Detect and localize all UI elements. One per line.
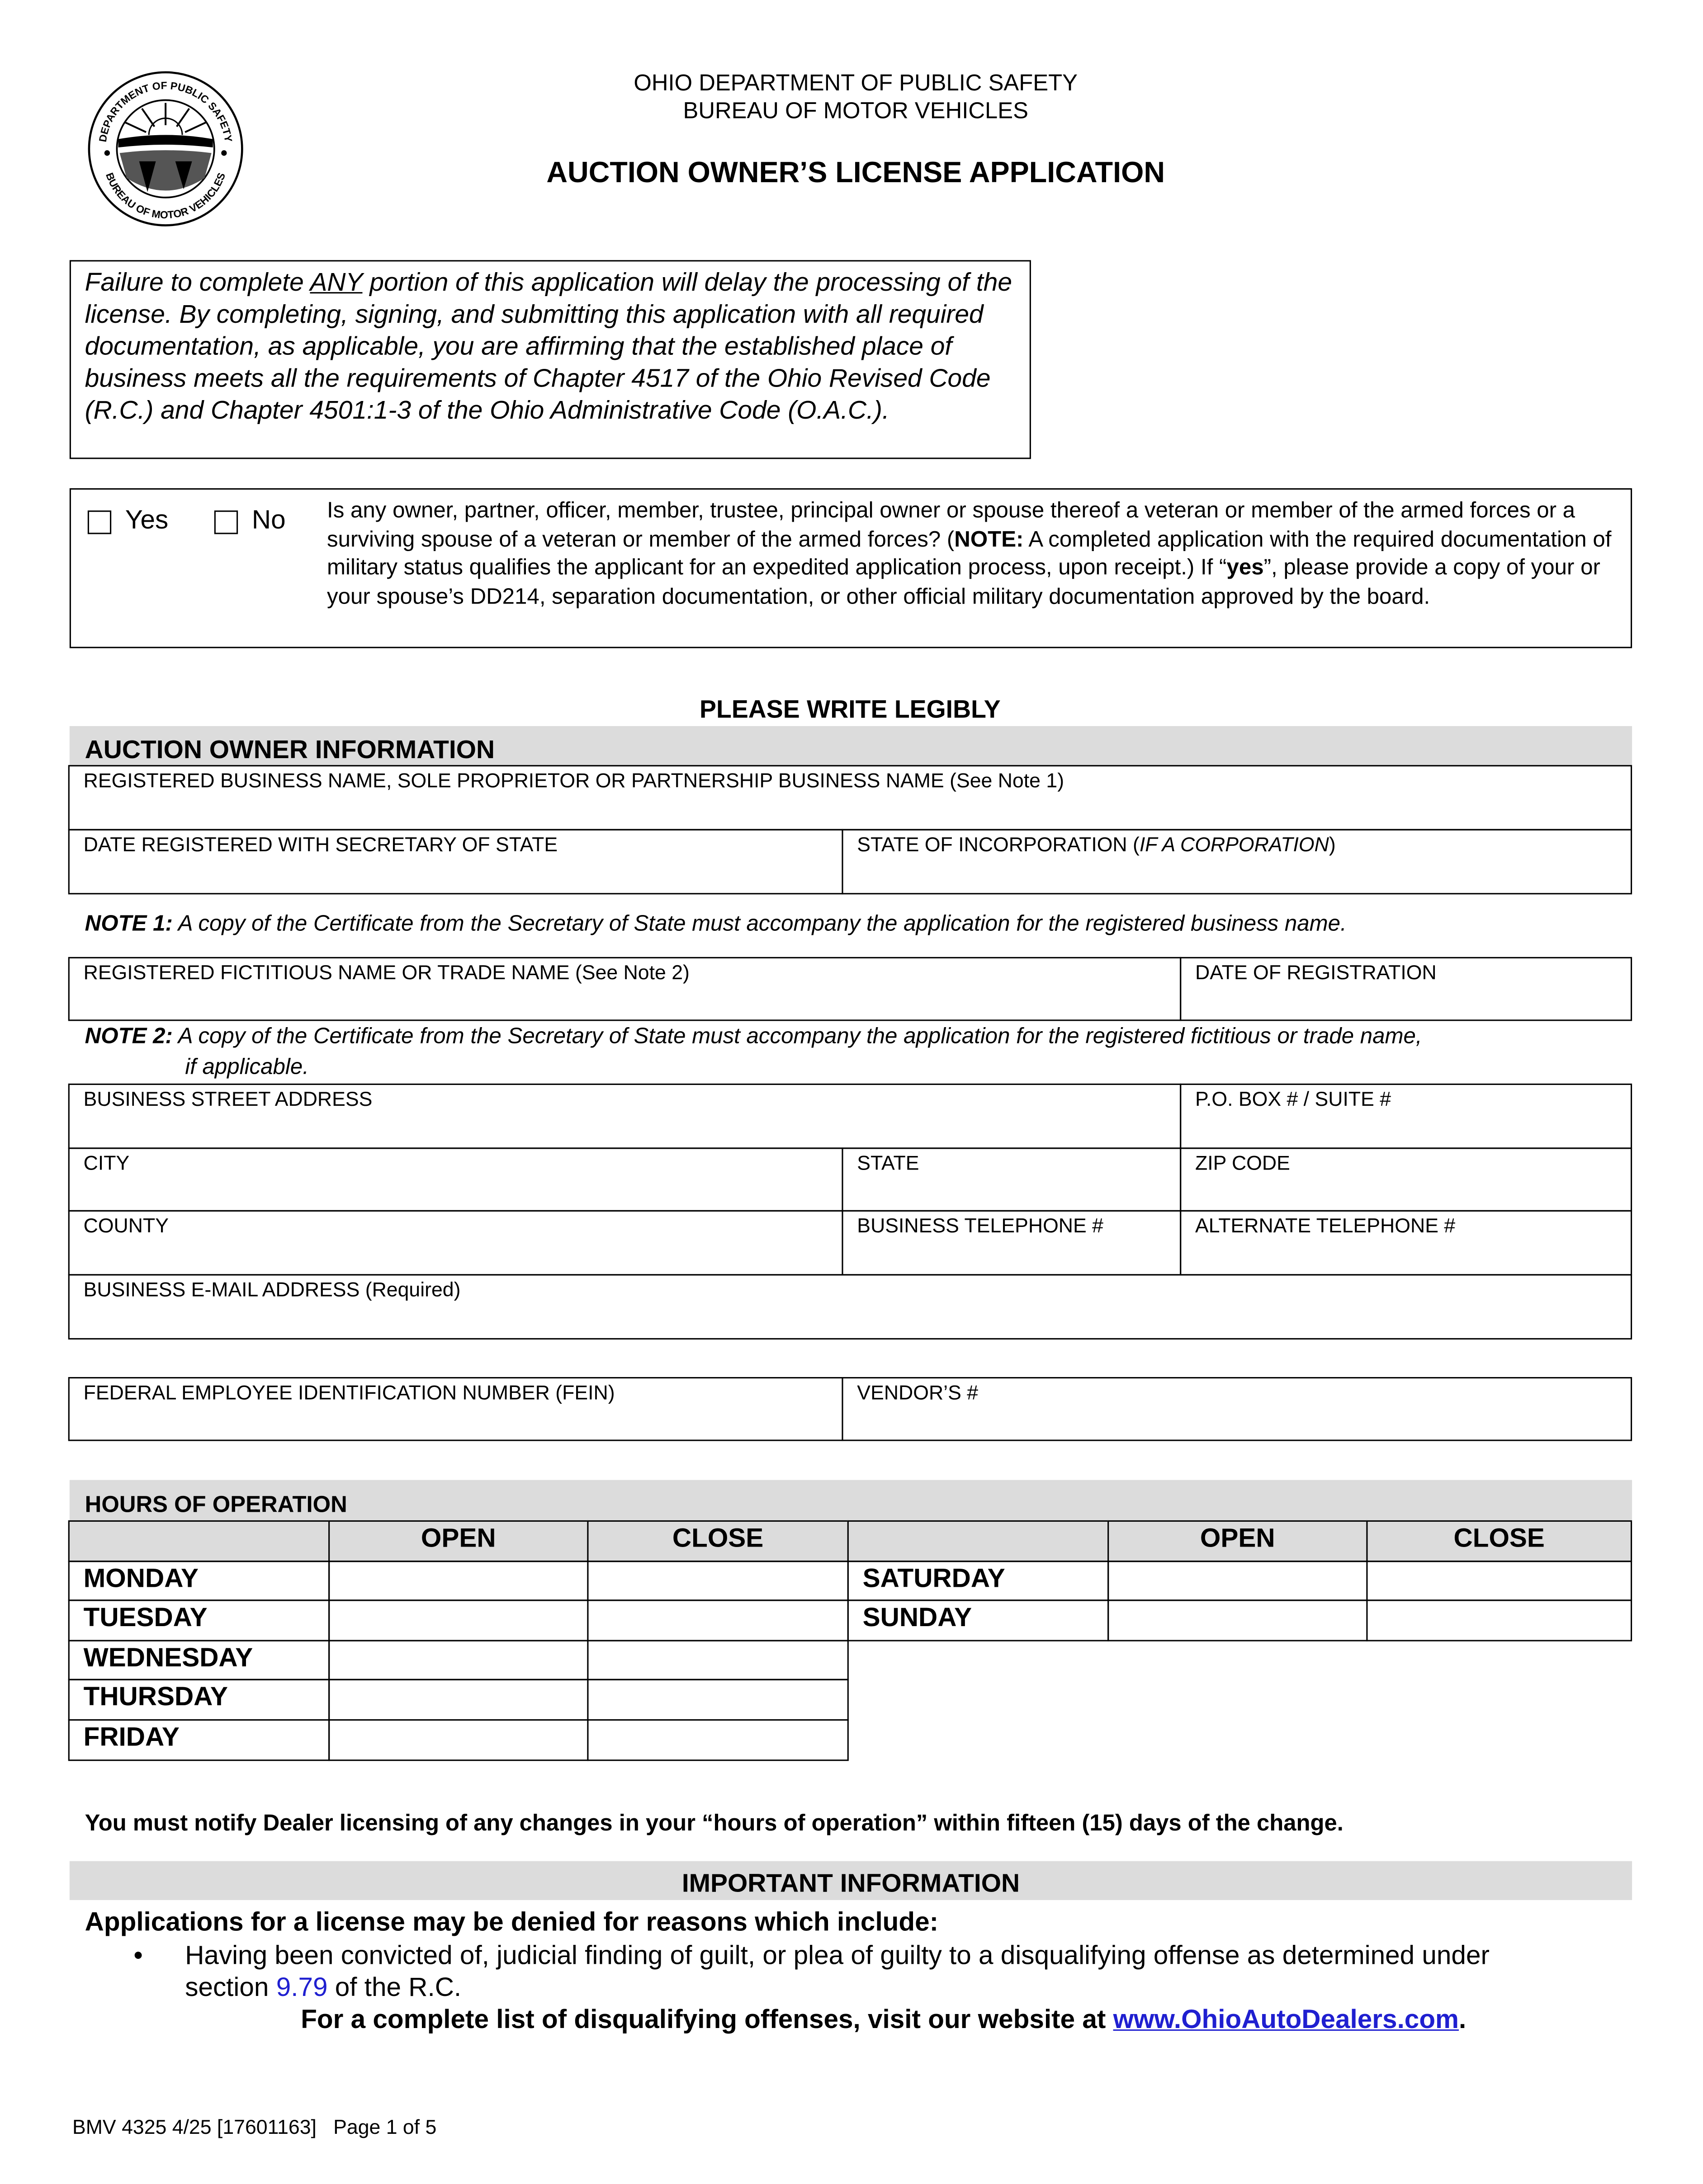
website-link[interactable]: www.OhioAutoDealers.com [1113,2005,1459,2035]
business-email-field[interactable]: BUSINESS E-MAIL ADDRESS (Required) [68,1274,1632,1340]
day-label-sunday: SUNDAY [847,1600,1109,1641]
vendor-number-field[interactable]: VENDOR’S # [842,1377,1632,1441]
saturday-open-field[interactable] [1107,1560,1367,1601]
write-legibly-heading: PLEASE WRITE LEGIBLY [700,695,1001,723]
city-field[interactable]: CITY [68,1147,843,1212]
note-1: NOTE 1: A copy of the Certificate from the Secretary of State must accompany the application for the registered business name. [85,912,1347,936]
svg-text:BUREAU OF MOTOR VEHICLES: BUREAU OF MOTOR VEHICLES [104,171,228,221]
friday-open-field[interactable] [328,1719,588,1760]
hours-heading: HOURS OF OPERATION [85,1492,347,1518]
fein-field[interactable]: FEDERAL EMPLOYEE IDENTIFICATION NUMBER (FEIN) [68,1377,843,1441]
wednesday-close-field[interactable] [587,1640,848,1681]
day-label-saturday: SATURDAY [847,1560,1109,1601]
day-label-monday: MONDAY [68,1560,330,1601]
header-blank [847,1520,1109,1561]
day-label-tuesday: TUESDAY [68,1600,330,1641]
website-line: For a complete list of disqualifying offenses, visit our website at www.OhioAutoDealers.com. [301,2005,1466,2035]
page-title: AUCTION OWNER’S LICENSE APPLICATION [546,157,1165,189]
bullet-text: Having been convicted of, judicial finding of guilt, or plea of guilty to a disqualifying offense as determined under [185,1942,1490,1971]
saturday-close-field[interactable] [1366,1560,1632,1601]
page-number: Page 1 of 5 [333,2117,437,2140]
header-close: CLOSE [1366,1520,1632,1561]
bullet-text-continued: section 9.79 of the R.C. [185,1973,462,2003]
thursday-close-field[interactable] [587,1679,848,1721]
county-field[interactable]: COUNTY [68,1210,843,1276]
bullet-icon: • [133,1942,143,1971]
section-9-79-link[interactable]: 9.79 [276,1973,328,2003]
agency-name: OHIO DEPARTMENT OF PUBLIC SAFETY [634,71,1078,96]
form-number: BMV 4325 4/25 [17601163] Page 1 of 5 [72,2117,437,2140]
monday-open-field[interactable] [328,1560,588,1601]
state-field[interactable]: STATE [842,1147,1181,1212]
thursday-open-field[interactable] [328,1679,588,1721]
hours-change-notice: You must notify Dealer licensing of any changes in your “hours of operation” within fifteen (15) days of the change. [85,1811,1343,1836]
header-open: OPEN [328,1520,588,1561]
veteran-yes-checkbox[interactable] [88,510,111,534]
note-2: NOTE 2: A copy of the Certificate from the Secretary of State must accompany the application for the registered fictitious or trade name, [85,1025,1422,1049]
date-registered-field[interactable]: DATE REGISTERED WITH SECRETARY OF STATE [68,829,843,895]
denial-reasons-lead: Applications for a license may be denied for reasons which include: [85,1908,939,1938]
day-label-friday: FRIDAY [68,1719,330,1760]
no-label: No [251,506,286,536]
bureau-name: BUREAU OF MOTOR VEHICLES [683,99,1028,124]
owner-info-heading: AUCTION OWNER INFORMATION [85,734,495,764]
svg-text:DEPARTMENT OF PUBLIC SAFETY: DEPARTMENT OF PUBLIC SAFETY [96,79,235,143]
header-close: CLOSE [587,1520,848,1561]
wednesday-open-field[interactable] [328,1640,588,1681]
veteran-question-box [70,488,1632,648]
monday-close-field[interactable] [587,1560,848,1601]
tuesday-close-field[interactable] [587,1600,848,1641]
veteran-question-text: Is any owner, partner, officer, member, trustee, principal owner or spouse thereof a veteran or member of the armed forces or a surviving spouse of a veteran or member of the armed forces? (NOTE: A completed application with the required documentation of military status qualifies the applicant for an expedited application process, upon receipt.) If “yes”, please provide a copy of your or your spouse’s DD214, separation documentation, or other official military documentation approved by the board. [327,499,1612,609]
sunday-close-field[interactable] [1366,1600,1632,1641]
fictitious-name-field[interactable]: REGISTERED FICTITIOUS NAME OR TRADE NAME (See Note 2) [68,957,1181,1021]
day-label-wednesday: WEDNESDAY [68,1640,330,1681]
sunday-open-field[interactable] [1107,1600,1367,1641]
street-address-field[interactable]: BUSINESS STREET ADDRESS [68,1084,1181,1149]
day-label-thursday: THURSDAY [68,1679,330,1721]
header-blank [68,1520,330,1561]
header-open: OPEN [1107,1520,1367,1561]
business-name-field[interactable]: REGISTERED BUSINESS NAME, SOLE PROPRIETOR OR PARTNERSHIP BUSINESS NAME (See Note 1) [68,765,1632,830]
veteran-no-checkbox[interactable] [214,510,238,534]
note-2-continued: if applicable. [185,1056,309,1080]
important-heading: IMPORTANT INFORMATION [681,1868,1020,1897]
tuesday-open-field[interactable] [328,1600,588,1641]
alternate-telephone-field[interactable]: ALTERNATE TELEPHONE # [1180,1210,1632,1276]
state-incorporation-field[interactable]: STATE OF INCORPORATION (IF A CORPORATION) [842,829,1632,895]
friday-close-field[interactable] [587,1719,848,1760]
business-telephone-field[interactable]: BUSINESS TELEPHONE # [842,1210,1181,1276]
notice-box: Failure to complete ANY portion of this application will delay the processing of the license. By completing, signing, and submitting this application with all required documentation, as applicable, you are affirming that the established place of business meets all the requirements of Chapter 4517 of the Ohio Revised Code (R.C.) and Chapter 4501:1-3 of the Ohio Administrative Code (O.A.C.). [70,260,1031,459]
yes-label: Yes [125,506,169,536]
zip-code-field[interactable]: ZIP CODE [1180,1147,1632,1212]
date-of-registration-field[interactable]: DATE OF REGISTRATION [1180,957,1632,1021]
po-box-field[interactable]: P.O. BOX # / SUITE # [1180,1084,1632,1149]
